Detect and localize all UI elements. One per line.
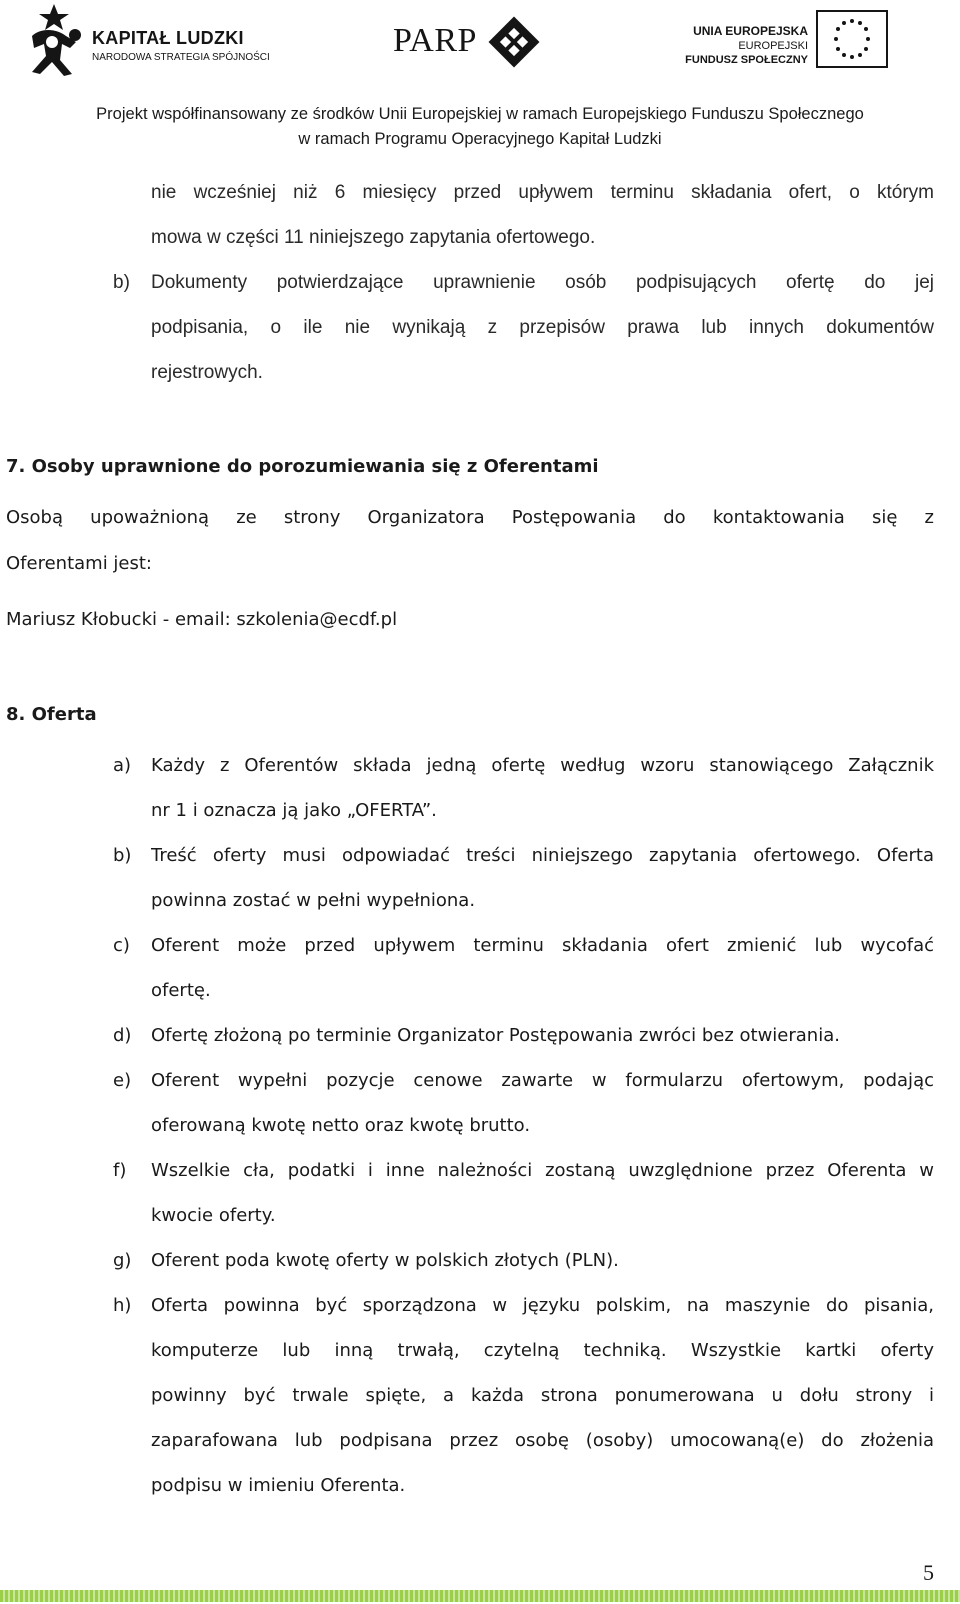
oferta-d-line-1: Ofertę złożoną po terminie Organizator Postępowania zwróci bez otwierania.	[151, 1025, 840, 1046]
oferta-h-line-4: zaparafowana lub podpisana przez osobę (osoby) umocowaną(e) do złożenia	[151, 1430, 934, 1451]
oferta-b-line-2: powinna zostać w pełni wypełniona.	[151, 890, 476, 911]
kapital-ludzki-title: KAPITAŁ LUDZKI	[92, 28, 244, 48]
eu-line-1: UNIA EUROPEJSKA	[693, 24, 808, 38]
list-marker-c: c)	[113, 935, 130, 956]
section-7-line-2: Oferentami jest:	[6, 553, 152, 574]
footer-green-bar	[0, 1590, 960, 1602]
oferta-b-line-1: Treść oferty musi odpowiadać treści niniejszego zapytania ofertowego. Oferta	[151, 845, 934, 866]
oferta-g-line-1: Oferent poda kwotę oferty w polskich złotych (PLN).	[151, 1250, 619, 1271]
section-7-heading: 7. Osoby uprawnione do porozumiewania się z Oferentami	[6, 456, 599, 477]
continuation-b-line-1: Dokumenty potwierdzające uprawnienie osób podpisujących ofertę do jej	[151, 272, 934, 293]
list-marker-g: g)	[113, 1250, 132, 1271]
oferta-h-line-3: powinny być trwale spięte, a każda strona ponumerowana u dołu strony i	[151, 1385, 934, 1406]
oferta-f-line-2: kwocie oferty.	[151, 1205, 276, 1226]
oferta-e-line-2: oferowaną kwotę netto oraz kwotę brutto.	[151, 1115, 531, 1136]
eu-line-2: EUROPEJSKI	[738, 40, 808, 52]
parp-label: PARP	[393, 22, 477, 59]
project-cofinancing-note	[0, 102, 960, 152]
kapital-ludzki-logo-icon	[26, 2, 88, 78]
list-marker-h: h)	[113, 1295, 132, 1316]
list-marker-a: a)	[113, 755, 132, 776]
page-number: 5	[923, 1560, 934, 1585]
oferta-c-line-1: Oferent może przed upływem terminu składania ofert zmienić lub wycofać	[151, 935, 934, 956]
list-marker-b: b)	[113, 845, 132, 866]
eu-line-3: FUNDUSZ SPOŁECZNY	[685, 54, 808, 66]
project-note-line-2: w ramach Programu Operacyjnego Kapitał Ludzki	[298, 130, 662, 148]
section-7-contact: Mariusz Kłobucki - email: szkolenia@ecdf.pl	[6, 609, 398, 630]
project-note-line-1: Projekt współfinansowany ze środków Unii Europejskiej w ramach Europejskiego Funduszu Społecznego	[96, 105, 864, 123]
section-7-line-1: Osobą upoważnioną ze strony Organizatora Postępowania do kontaktowania się z	[6, 507, 934, 528]
kapital-ludzki-logo	[26, 2, 270, 78]
list-marker-e: e)	[113, 1070, 132, 1091]
continuation-line-1: nie wcześniej niż 6 miesięcy przed upływem terminu składania ofert, o którym	[151, 182, 934, 203]
oferta-f-line-1: Wszelkie cła, podatki i inne należności zostaną uwzględnione przez Oferenta w	[151, 1160, 934, 1181]
oferta-c-line-2: ofertę.	[151, 980, 211, 1001]
continuation-b-line-2: podpisania, o ile nie wynikają z przepisów prawa lub innych dokumentów	[151, 317, 934, 338]
oferta-e-line-1: Oferent wypełni pozycje cenowe zawarte w formularzu ofertowym, podając	[151, 1070, 934, 1091]
parp-arrows-icon	[488, 16, 540, 68]
oferta-h-line-2: komputerze lub inną trwałą, czytelną techniką. Wszystkie kartki oferty	[151, 1340, 934, 1361]
oferta-a-line-1: Każdy z Oferentów składa jedną ofertę według wzoru stanowiącego Załącznik	[151, 755, 934, 776]
eu-flag-icon	[816, 10, 888, 68]
kapital-ludzki-subtitle: NARODOWA STRATEGIA SPÓJNOŚCI	[92, 52, 270, 63]
continuation-line-2: mowa w części 11 niniejszego zapytania ofertowego.	[151, 227, 596, 248]
oferta-h-line-1: Oferta powinna być sporządzona w języku polskim, na maszynie do pisania,	[151, 1295, 934, 1316]
oferta-a-line-2: nr 1 i oznacza ją jako „OFERTA”.	[151, 800, 437, 821]
header-logos	[0, 0, 960, 90]
parp-logo	[393, 12, 553, 72]
section-8-heading: 8. Oferta	[6, 704, 97, 725]
list-marker-b: b)	[113, 272, 130, 293]
oferta-h-line-5: podpisu w imieniu Oferenta.	[151, 1475, 406, 1496]
list-marker-f: f)	[113, 1160, 127, 1181]
continuation-b-line-3: rejestrowych.	[151, 362, 263, 383]
list-marker-d: d)	[113, 1025, 132, 1046]
eu-logo	[685, 10, 888, 74]
